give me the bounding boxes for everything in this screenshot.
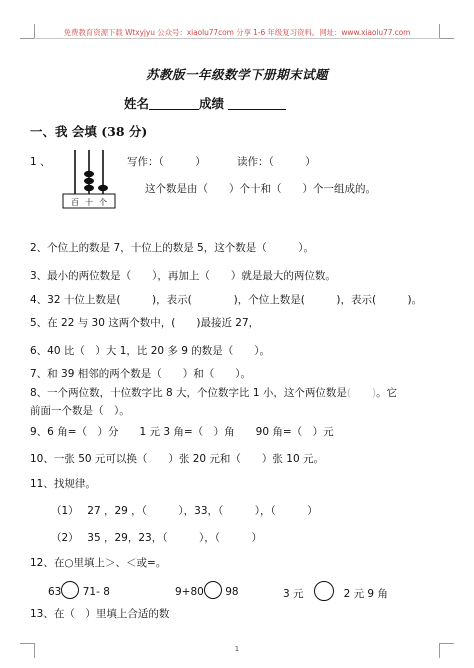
name-score-row xyxy=(124,94,286,112)
compare-circle[interactable] xyxy=(314,581,334,601)
q8-text-c: 。它 xyxy=(376,387,398,399)
q10-text: 10、一张 50 元可以换（ ）张 20 元和（ ）张 10 元。 xyxy=(30,453,324,465)
name-blank xyxy=(149,97,199,110)
q1-number: 1 、 xyxy=(30,156,51,168)
q13-text: 13、在（ ）里填上合适的数 xyxy=(30,608,170,620)
q9-text: 9、6 角=（ ）分 1 元 3 角=（ ）角 90 角=（ ）元 xyxy=(30,426,334,438)
q11-row2: （2） 35 ，29，23，（ ），（ ） xyxy=(51,532,262,544)
q2-text: 2、个位上的数是 7，十位上的数是 5，这个数是（ ）。 xyxy=(30,242,314,254)
q11-title: 11、找规律。 xyxy=(30,478,96,490)
q12-item-b xyxy=(175,581,239,599)
q3-text: 3、最小的两位数是（ ），再加上（ ）就是最大的两位数。 xyxy=(30,270,336,282)
q12-item-c xyxy=(283,581,388,601)
q12-c-right: 2 元 9 角 xyxy=(343,588,388,600)
section-heading: 一、我 会填 (38 分) xyxy=(30,124,148,139)
q11-row1: （1） 27 ，29 ，（ ），33，（ ），（ ） xyxy=(51,505,318,517)
q12-title: 12、在○里填上＞、＜或=。 xyxy=(30,557,167,569)
score-blank xyxy=(228,97,286,110)
abacus-figure xyxy=(61,148,117,210)
abacus-label-tens: 十 xyxy=(85,198,93,207)
q8-blank: ( ) xyxy=(346,387,377,399)
header-watermark: 免费教育资源下载 Wtxyjyu 公众号：xiaolu77com 分享 1-6 年级复习资料。网址：www.xiaolu77.com xyxy=(63,28,411,37)
score-label: 成绩 xyxy=(199,96,225,111)
compare-circle[interactable] xyxy=(204,581,222,599)
q12-b-right: 98 xyxy=(225,586,239,598)
name-label: 姓名 xyxy=(124,96,150,111)
q1-write: 写作：（ ） xyxy=(127,156,206,168)
q12-item-a xyxy=(48,581,110,599)
compare-circle[interactable] xyxy=(61,581,79,599)
q1-read: 读作：（ ） xyxy=(237,156,316,168)
abacus-label-hundreds: 百 xyxy=(71,198,79,207)
q12-a-right: 71- 8 xyxy=(82,586,110,598)
q8-line2: 前面一个数是（ ）。 xyxy=(30,405,130,417)
q12-a-left: 63 xyxy=(48,586,62,598)
q12-b-left: 9+80 xyxy=(175,586,204,598)
q4-text: 4、32 十位上数是( )，表示( )，个位上数是( )，表示( )。 xyxy=(30,294,423,306)
page-number: 1 xyxy=(234,645,240,653)
q7-text: 7、和 39 相邻的两个数是（ ）和（ ）。 xyxy=(30,368,251,380)
header-rule xyxy=(34,38,440,39)
q12-c-left: 3 元 xyxy=(283,588,304,600)
q8-text-a: 8、一个两位数，十位数字比 8 大，个位数字比 1 小，这个两位数是 xyxy=(30,387,347,399)
abacus-label-ones: 个 xyxy=(99,198,107,207)
q6-text: 6、40 比（ ）大 1，比 20 多 9 的数是（ ）。 xyxy=(30,345,271,357)
q8-line1 xyxy=(30,385,397,400)
page-title: 苏教版一年级数学下册期末试题 xyxy=(145,67,328,82)
q5-text: 5、在 22 与 30 这两个数中，( )最接近 27， xyxy=(30,317,260,329)
q1-composition: 这个数是由（ ）个十和（ ）个一组成的。 xyxy=(145,183,376,195)
